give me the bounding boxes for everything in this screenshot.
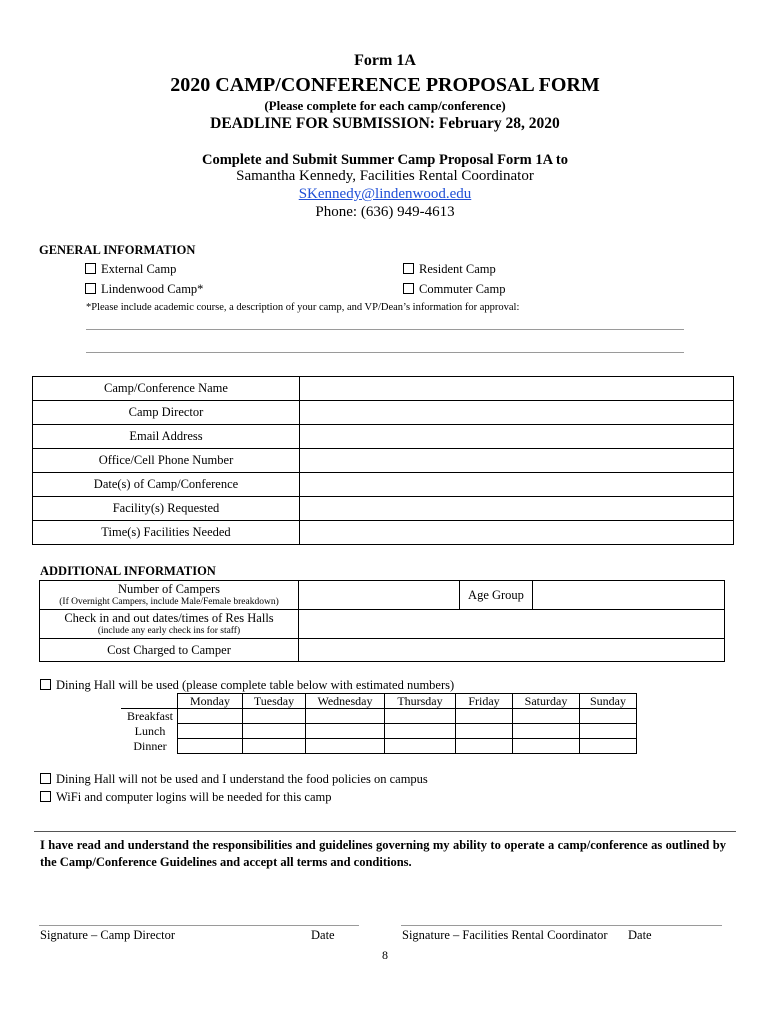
campers-label-cell (40, 581, 299, 610)
table-row (121, 694, 636, 709)
meal-count-cell[interactable] (305, 724, 384, 739)
cost-label: Cost Charged to Camper (40, 639, 299, 662)
table-row (40, 639, 725, 662)
wifi-logins-checkbox[interactable] (40, 790, 331, 805)
external-camp-checkbox[interactable] (85, 262, 176, 277)
checkbox-icon (40, 791, 51, 802)
meal-count-cell[interactable] (242, 724, 305, 739)
table-row (33, 401, 734, 425)
row-label: Date(s) of Camp/Conference (33, 473, 300, 497)
meal-count-cell[interactable] (177, 739, 242, 754)
table-row (33, 425, 734, 449)
table-row (121, 724, 636, 739)
lindenwood-camp-label: Lindenwood Camp* (101, 282, 204, 296)
meal-count-cell[interactable] (579, 739, 636, 754)
general-information-heading: GENERAL INFORMATION (39, 243, 196, 257)
lindenwood-camp-checkbox[interactable] (85, 282, 203, 297)
approval-input-line[interactable] (86, 329, 684, 330)
dining-hall-used-label: Dining Hall will be used (please complete table below with estimated numbers) (56, 678, 455, 692)
row-label: Facility(s) Requested (33, 497, 300, 521)
approval-input-line[interactable] (86, 352, 684, 353)
meal-count-cell[interactable] (512, 739, 579, 754)
checkin-label: Check in and out dates/times of Res Halls (64, 611, 274, 625)
wifi-logins-label: WiFi and computer logins will be needed for this camp (56, 790, 332, 804)
facilities-requested-field[interactable] (300, 497, 734, 521)
age-group-field[interactable] (533, 581, 725, 610)
dining-hall-used-checkbox[interactable] (40, 678, 454, 693)
table-row (121, 709, 636, 724)
meal-label: Lunch (134, 724, 166, 738)
day-header: Tuesday (242, 694, 305, 709)
additional-information-heading: ADDITIONAL INFORMATION (40, 564, 216, 578)
checkbox-icon (40, 773, 51, 784)
agreement-statement: I have read and understand the responsibilities and guidelines governing my ability to operate a camp/conference as outlined by the Camp/Conference Guidelines and accept all terms and conditions. (40, 838, 726, 869)
coordinator-name: Samantha Kennedy, Facilities Rental Coordinator (236, 168, 534, 184)
resident-camp-checkbox[interactable] (403, 262, 496, 277)
table-row (33, 449, 734, 473)
table-row (121, 739, 636, 754)
subtitle-note: (Please complete for each camp/conference) (264, 98, 506, 113)
commuter-camp-checkbox[interactable] (403, 282, 505, 297)
meal-count-cell[interactable] (512, 724, 579, 739)
checkbox-icon (40, 679, 51, 690)
day-header: Thursday (384, 694, 455, 709)
meal-count-cell[interactable] (177, 709, 242, 724)
table-row (33, 473, 734, 497)
coordinator-date-label: Date (628, 928, 652, 942)
table-row (33, 497, 734, 521)
campers-sublabel: (If Overnight Campers, include Male/Female breakdown) (59, 597, 279, 607)
meal-count-cell[interactable] (579, 709, 636, 724)
deadline-text: DEADLINE FOR SUBMISSION: February 28, 2020 (210, 115, 560, 132)
dining-hall-not-used-checkbox[interactable] (40, 772, 428, 787)
meal-label: Breakfast (127, 709, 173, 724)
checkin-sublabel: (include any early check ins for staff) (97, 626, 241, 636)
divider (34, 831, 736, 832)
facility-times-field[interactable] (300, 521, 734, 545)
resident-camp-label: Resident Camp (419, 262, 496, 276)
table-row (40, 581, 725, 610)
row-label: Email Address (33, 425, 300, 449)
director-date-label: Date (311, 928, 335, 942)
coordinator-signature-line[interactable] (401, 925, 722, 926)
email-address-field[interactable] (300, 425, 734, 449)
phone-number-field[interactable] (300, 449, 734, 473)
day-header: Monday (177, 694, 242, 709)
table-row (40, 610, 725, 639)
additional-info-table (39, 580, 725, 662)
meal-count-cell[interactable] (384, 739, 455, 754)
camp-dates-field[interactable] (300, 473, 734, 497)
meal-count-cell[interactable] (242, 739, 305, 754)
form-number: Form 1A (354, 52, 416, 69)
camp-director-field[interactable] (300, 401, 734, 425)
age-group-label: Age Group (460, 581, 533, 610)
meal-count-cell[interactable] (455, 709, 512, 724)
coordinator-signature-label: Signature – Facilities Rental Coordinator (402, 928, 608, 942)
meal-count-cell[interactable] (455, 724, 512, 739)
commuter-camp-label: Commuter Camp (419, 282, 506, 296)
row-label: Time(s) Facilities Needed (33, 521, 300, 545)
page-number: 8 (382, 948, 388, 962)
meal-count-cell[interactable] (512, 709, 579, 724)
camp-info-table (32, 376, 734, 545)
table-row (33, 377, 734, 401)
campers-label: Number of Campers (117, 582, 221, 596)
meal-count-cell[interactable] (305, 739, 384, 754)
cost-charged-field[interactable] (299, 639, 725, 662)
day-header: Saturday (512, 694, 579, 709)
meal-count-cell[interactable] (177, 724, 242, 739)
checkbox-icon (85, 263, 96, 274)
checkin-dates-field[interactable] (299, 610, 725, 639)
checkin-label-cell (40, 610, 299, 639)
meal-count-cell[interactable] (579, 724, 636, 739)
checkbox-icon (403, 283, 414, 294)
row-label: Office/Cell Phone Number (33, 449, 300, 473)
dining-hall-not-used-label: Dining Hall will not be used and I understand the food policies on campus (56, 772, 428, 786)
corner-cell (121, 694, 177, 709)
number-of-campers-field[interactable] (299, 581, 460, 610)
meal-label: Dinner (133, 739, 167, 753)
checkbox-icon (403, 263, 414, 274)
meal-count-cell[interactable] (384, 709, 455, 724)
submit-instruction: Complete and Submit Summer Camp Proposal Form 1A to (202, 152, 568, 168)
page-title: 2020 CAMP/CONFERENCE PROPOSAL FORM (170, 74, 600, 96)
day-header: Sunday (579, 694, 636, 709)
phone-number: Phone: (636) 949-4613 (315, 204, 455, 220)
meal-count-cell[interactable] (242, 709, 305, 724)
email-link[interactable]: SKennedy@lindenwood.edu (298, 186, 472, 202)
director-signature-line[interactable] (39, 925, 359, 926)
camp-name-field[interactable] (300, 377, 734, 401)
row-label: Camp/Conference Name (33, 377, 300, 401)
table-row (33, 521, 734, 545)
approval-note: *Please include academic course, a description of your camp, and VP/Dean’s information for approval: (86, 302, 520, 313)
row-label: Camp Director (33, 401, 300, 425)
meal-count-cell[interactable] (455, 739, 512, 754)
external-camp-label: External Camp (101, 262, 177, 276)
day-header: Friday (455, 694, 512, 709)
meal-estimate-table (121, 693, 637, 754)
day-header: Wednesday (305, 694, 384, 709)
meal-count-cell[interactable] (384, 724, 455, 739)
director-signature-label: Signature – Camp Director (40, 928, 176, 942)
checkbox-icon (85, 283, 96, 294)
meal-count-cell[interactable] (305, 709, 384, 724)
